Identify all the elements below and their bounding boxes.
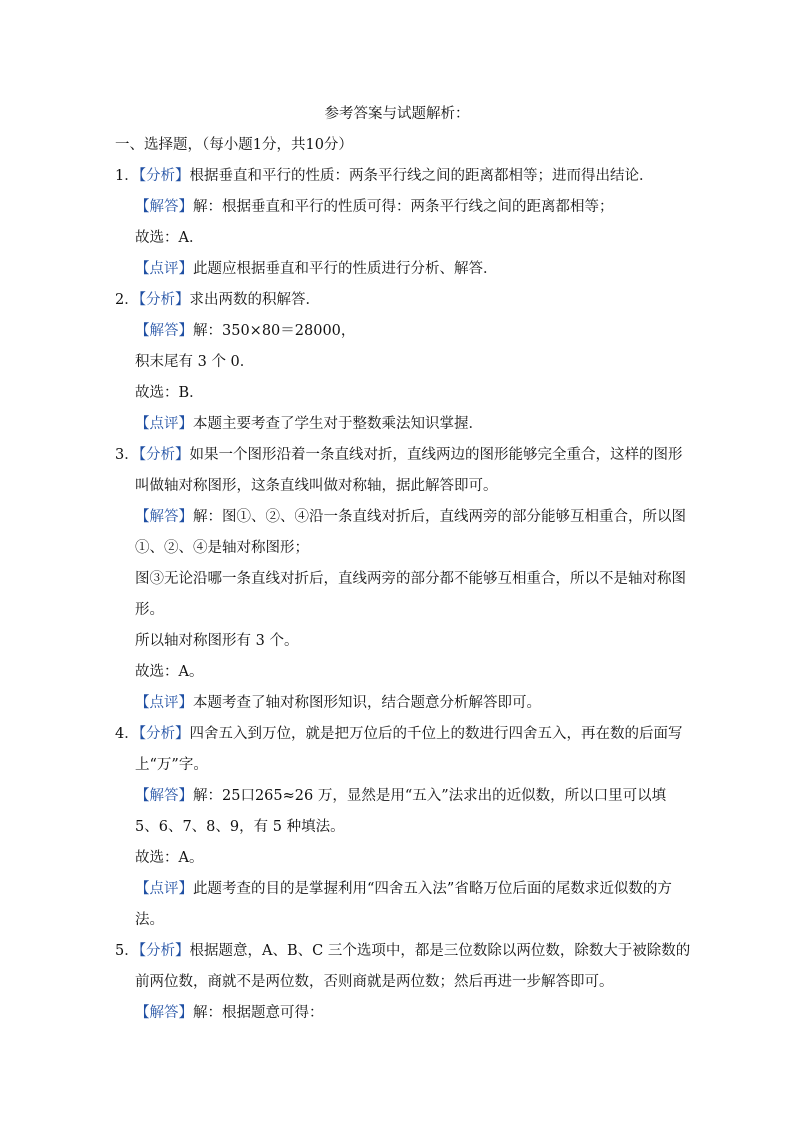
- comment-tag: 【点评】: [135, 261, 193, 277]
- q4-analysis: [115, 724, 682, 744]
- answer-tag: 【解答】: [135, 788, 193, 804]
- q4-number: 4．: [115, 726, 139, 742]
- q2-choice: 故选：B．: [135, 385, 204, 401]
- comment-tag: 【点评】: [135, 881, 193, 897]
- q3-answer-line2: ①、②、④是轴对称图形；: [135, 540, 309, 556]
- q4-choice: 故选：A。: [135, 850, 204, 866]
- q2-comment: [135, 414, 483, 434]
- q2-analysis-text: 求出两数的积解答．: [189, 292, 320, 308]
- q3-answer-line3: 图③无论沿哪一条直线对折后，直线两旁的部分都不能够互相重合，所以不是轴对称图: [135, 571, 686, 587]
- q1-number: 1．: [115, 168, 139, 184]
- answer-tag: 【解答】: [135, 1005, 193, 1021]
- q2-extra: 积末尾有 3 个 0．: [135, 354, 255, 370]
- q4-answer-line2: 5、6、7、8、9，有 5 种填法。: [135, 819, 345, 835]
- analysis-tag: 【分析】: [138, 168, 190, 184]
- section-heading: 一、选择题，（每小题1分，共10分）: [115, 137, 353, 153]
- q3-answer-line5: 所以轴对称图形有 3 个。: [135, 633, 299, 649]
- comment-tag: 【点评】: [135, 695, 193, 711]
- q4-analysis-text: 四舍五入到万位，就是把万位后的千位上的数进行四舍五入，再在数的后面写: [189, 726, 683, 742]
- q5-analysis-text: 根据题意，A、B、C 三个选项中，都是三位数除以两位数，除数大于被除数的: [189, 943, 691, 959]
- q3-analysis-text: 如果一个图形沿着一条直线对折，直线两边的图形能够完全重合，这样的图形: [189, 447, 683, 463]
- q1-choice: 故选：A．: [135, 230, 204, 246]
- q5-analysis: [115, 941, 690, 961]
- q5-number: 5．: [115, 943, 139, 959]
- q2-comment-text: 本题主要考查了学生对于整数乘法知识掌握．: [193, 416, 483, 432]
- q2-analysis: [115, 290, 320, 310]
- q3-answer-line4: 形。: [135, 602, 164, 618]
- q5-answer-text: 解：根据题意可得：: [193, 1005, 324, 1021]
- q3-number: 3．: [115, 447, 139, 463]
- q3-comment-text: 本题考查了轴对称图形知识，结合题意分析解答即可。: [193, 695, 541, 711]
- q2-answer: [135, 321, 355, 341]
- comment-tag: 【点评】: [135, 416, 193, 432]
- page-title: 参考答案与试题解析：: [324, 106, 470, 122]
- answer-tag: 【解答】: [135, 509, 193, 525]
- q5-analysis-line2: 前两位数，商就不是两位数，否则商就是两位数；然后再进一步解答即可。: [135, 974, 614, 990]
- q4-comment: [135, 879, 672, 899]
- q4-comment-line2: 法。: [135, 912, 164, 928]
- q3-answer: [135, 507, 686, 527]
- q1-comment: [135, 259, 498, 279]
- q1-comment-text: 此题应根据垂直和平行的性质进行分析、解答．: [193, 261, 498, 277]
- analysis-tag: 【分析】: [138, 292, 190, 308]
- q4-answer-text: 解：25口265≈26 万，显然是用“五入”法求出的近似数，所以口里可以填: [193, 788, 667, 804]
- q4-answer: [135, 786, 666, 806]
- q1-analysis-text: 根据垂直和平行的性质：两条平行线之间的距离都相等；进而得出结论．: [189, 168, 654, 184]
- q3-answer-text: 解：图①、②、④沿一条直线对折后，直线两旁的部分能够互相重合，所以图: [193, 509, 686, 525]
- answer-tag: 【解答】: [135, 323, 193, 339]
- analysis-tag: 【分析】: [138, 943, 190, 959]
- q1-analysis: [115, 166, 653, 186]
- q2-answer-text: 解：350×80＝28000，: [193, 323, 356, 339]
- analysis-tag: 【分析】: [138, 726, 190, 742]
- q3-analysis: [115, 445, 682, 465]
- answer-tag: 【解答】: [135, 199, 193, 215]
- q5-answer: [135, 1003, 324, 1023]
- q3-comment: [135, 693, 541, 713]
- q4-analysis-line2: 上“万”字。: [135, 757, 208, 773]
- q4-comment-text: 此题考查的目的是掌握利用“四舍五入法”省略万位后面的尾数求近似数的方: [193, 881, 672, 897]
- q3-choice: 故选：A。: [135, 664, 204, 680]
- q2-number: 2．: [115, 292, 139, 308]
- analysis-tag: 【分析】: [138, 447, 190, 463]
- q1-answer-text: 解：根据垂直和平行的性质可得：两条平行线之间的距离都相等；: [193, 199, 614, 215]
- q1-answer: [135, 197, 614, 217]
- q3-analysis-line2: 叫做轴对称图形，这条直线叫做对称轴，据此解答即可。: [135, 478, 498, 494]
